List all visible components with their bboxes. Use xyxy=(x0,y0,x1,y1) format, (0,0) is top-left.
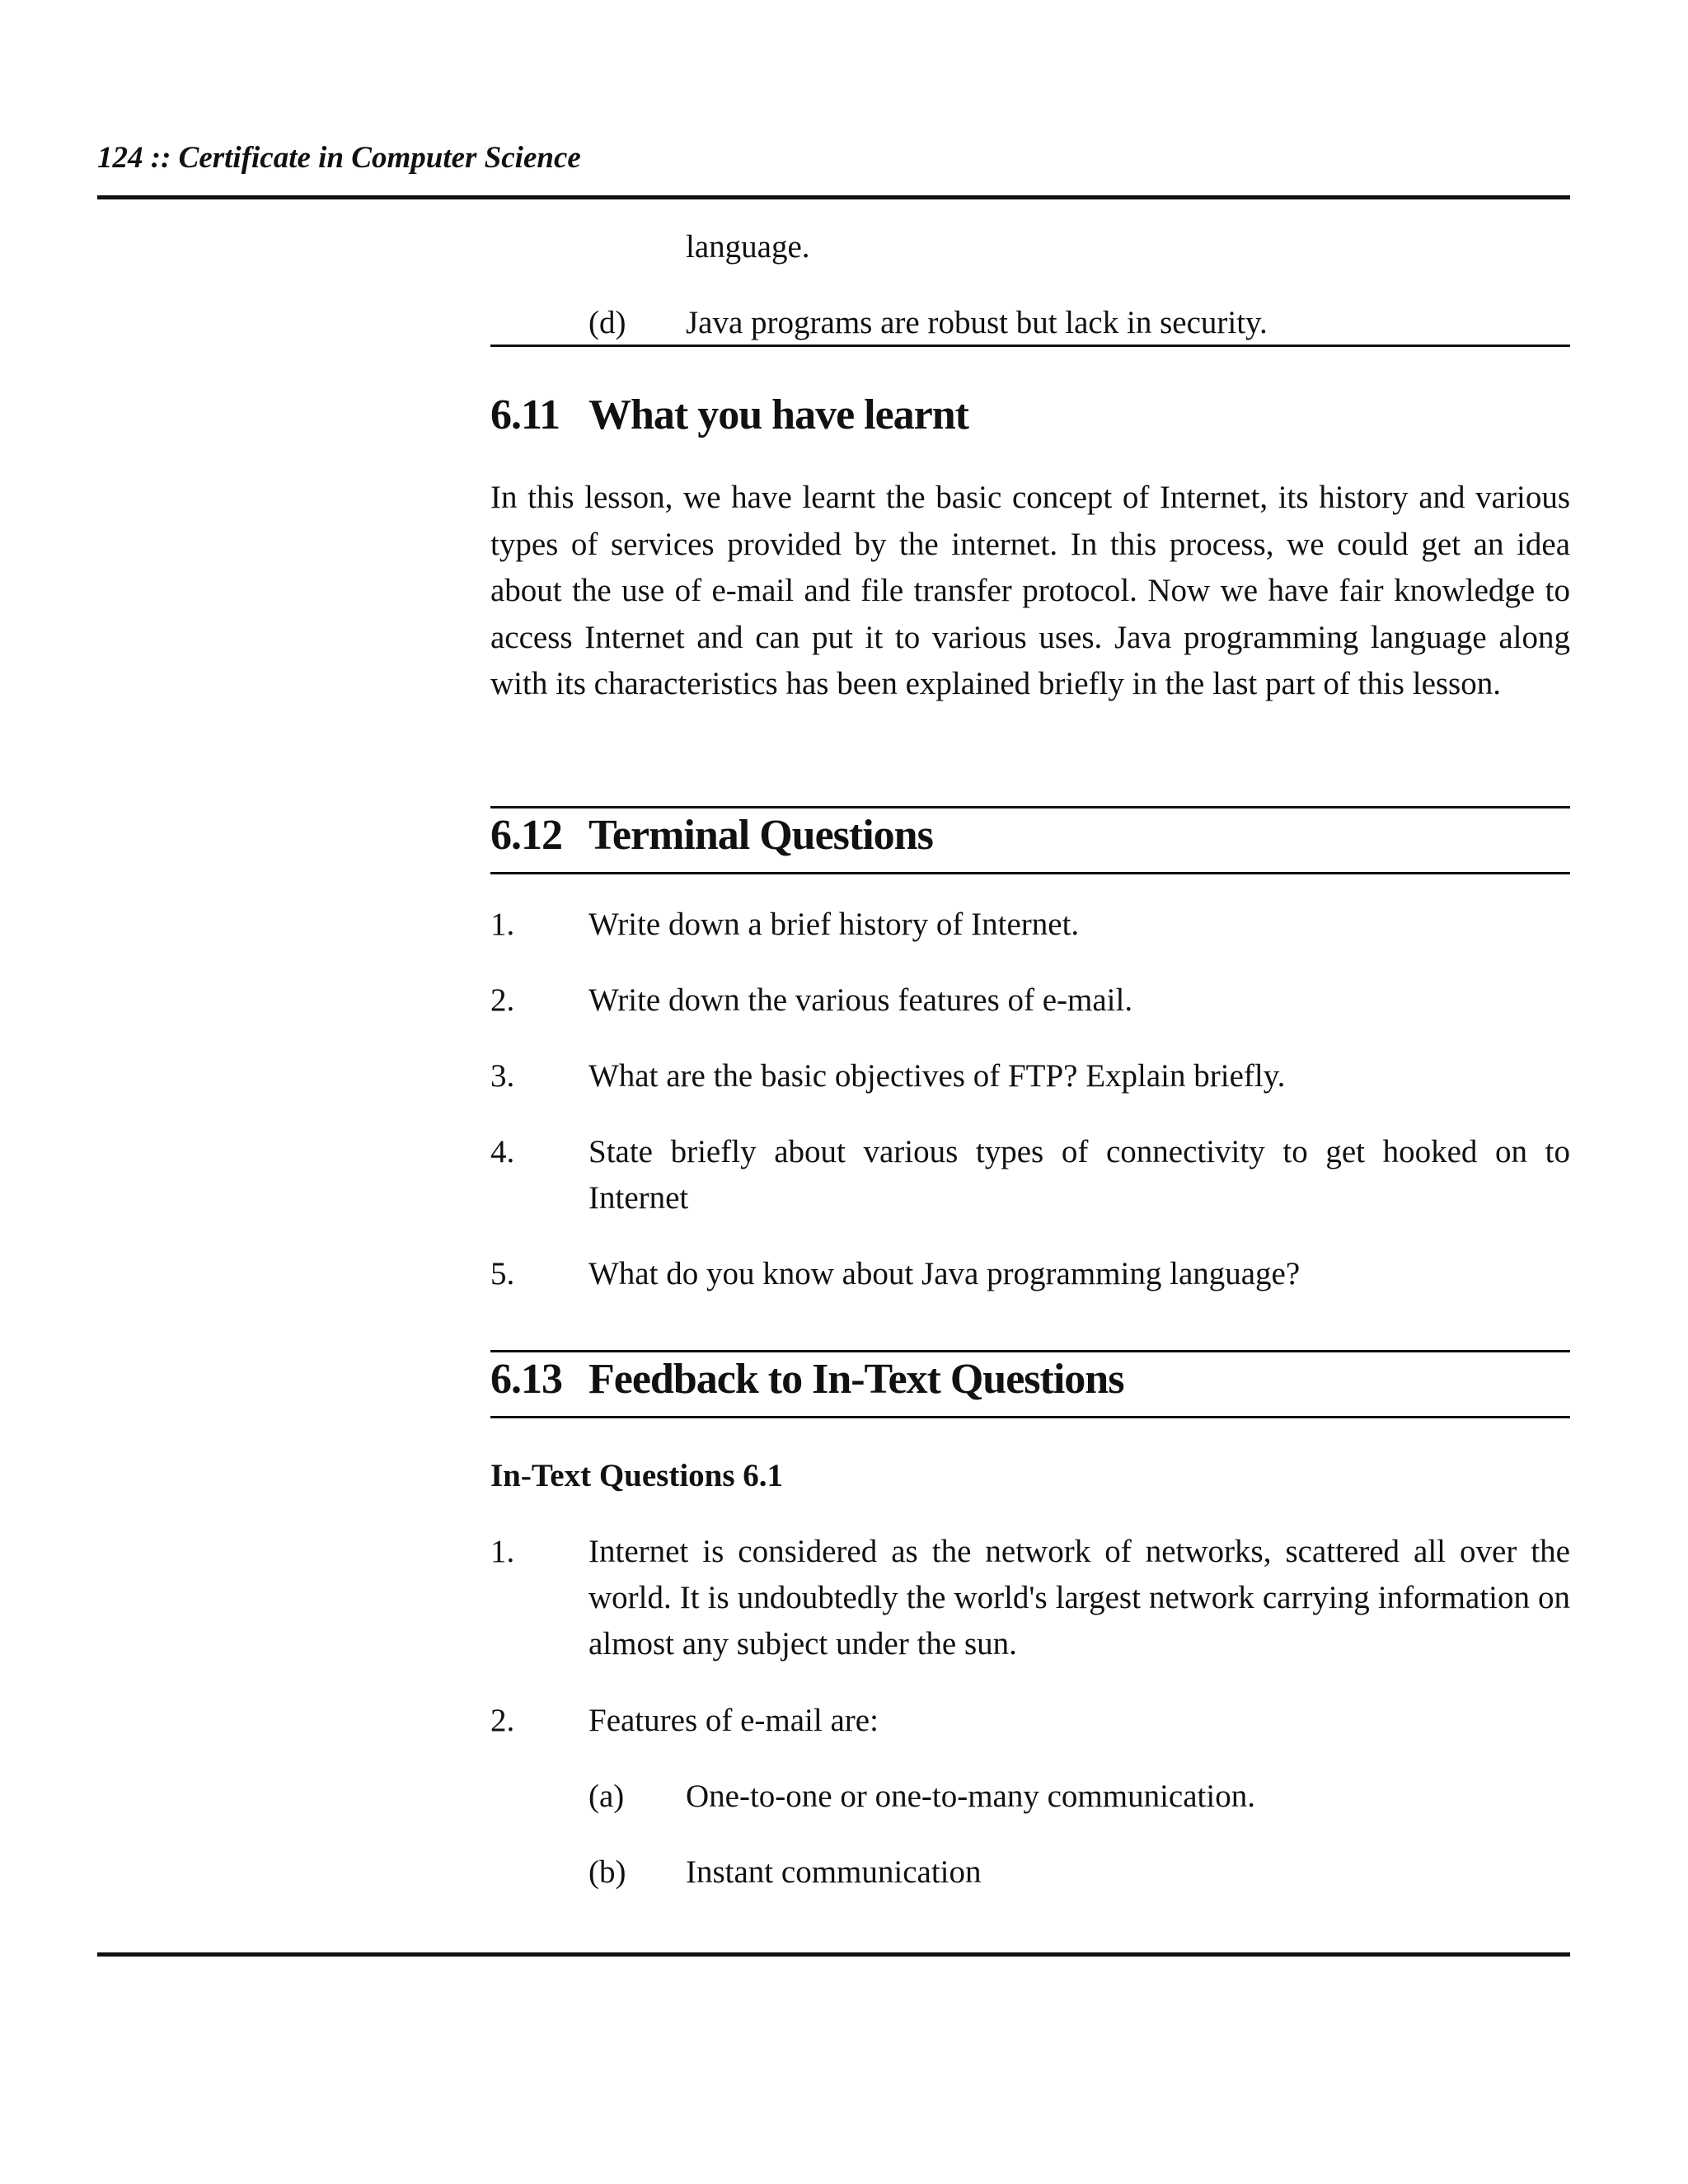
feature-text: One-to-one or one-to-many communication. xyxy=(686,1779,1255,1814)
question-number: 4. xyxy=(490,1134,515,1169)
section-number: 6.11 xyxy=(490,391,560,438)
section-heading-6-13 xyxy=(490,1355,1123,1404)
question-text: What do you know about Java programming language? xyxy=(588,1256,1301,1291)
section-heading-6-11 xyxy=(490,391,968,439)
question-text: What are the basic objectives of FTP? Explain briefly. xyxy=(588,1058,1286,1094)
answer-number: 1. xyxy=(490,1534,515,1569)
answer-number: 2. xyxy=(490,1703,515,1738)
in-text-questions-subheading: In-Text Questions 6.1 xyxy=(490,1458,784,1493)
question-number: 1. xyxy=(490,907,515,942)
footer-rule xyxy=(97,1952,1570,1957)
question-text: Write down a brief history of Internet. xyxy=(588,907,1080,942)
section-rule-bottom xyxy=(490,1416,1570,1418)
section-heading-6-12 xyxy=(490,811,933,860)
answer-text: Features of e-mail are: xyxy=(588,1703,879,1738)
feature-label: (b) xyxy=(588,1854,626,1890)
summary-paragraph: In this lesson, we have learnt the basic concept of Internet, its history and various types of services provided by the internet. In this process, we could get an idea about the use of e-mail and file transfer protocol. Now we have fair knowledge to access Internet and can put it to various uses. Java programming language along with its characteristics has been explained briefly in the last part of this lesson. xyxy=(490,480,1570,701)
section-number: 6.13 xyxy=(490,1356,562,1403)
question-text: State briefly about various types of connectivity to get hooked on to Internet xyxy=(588,1134,1570,1216)
item-d-text: Java programs are robust but lack in security. xyxy=(686,305,1268,340)
section-title: What you have learnt xyxy=(588,391,968,438)
section-rule-bottom xyxy=(490,872,1570,874)
feature-label: (a) xyxy=(588,1779,625,1814)
section-title: Feedback to In-Text Questions xyxy=(588,1356,1124,1403)
section-rule-top xyxy=(490,806,1570,808)
section-rule-top xyxy=(490,1350,1570,1352)
question-number: 5. xyxy=(490,1256,515,1291)
section-title: Terminal Questions xyxy=(588,812,933,859)
answer-text: Internet is considered as the network of networks, scattered all over the world. It is undoubtedly the world's largest network carrying information on almost any subject under the sun. xyxy=(588,1534,1570,1661)
header-rule xyxy=(97,195,1570,199)
feature-text: Instant communication xyxy=(686,1854,982,1890)
carryover-rule xyxy=(490,344,1570,347)
item-d-label: (d) xyxy=(588,305,626,340)
question-number: 3. xyxy=(490,1058,515,1094)
question-text: Write down the various features of e-mail. xyxy=(588,982,1133,1018)
continuation-text: language. xyxy=(686,229,810,265)
running-header: 124 :: Certificate in Computer Science xyxy=(97,141,581,175)
question-number: 2. xyxy=(490,982,515,1018)
section-number: 6.12 xyxy=(490,812,562,859)
